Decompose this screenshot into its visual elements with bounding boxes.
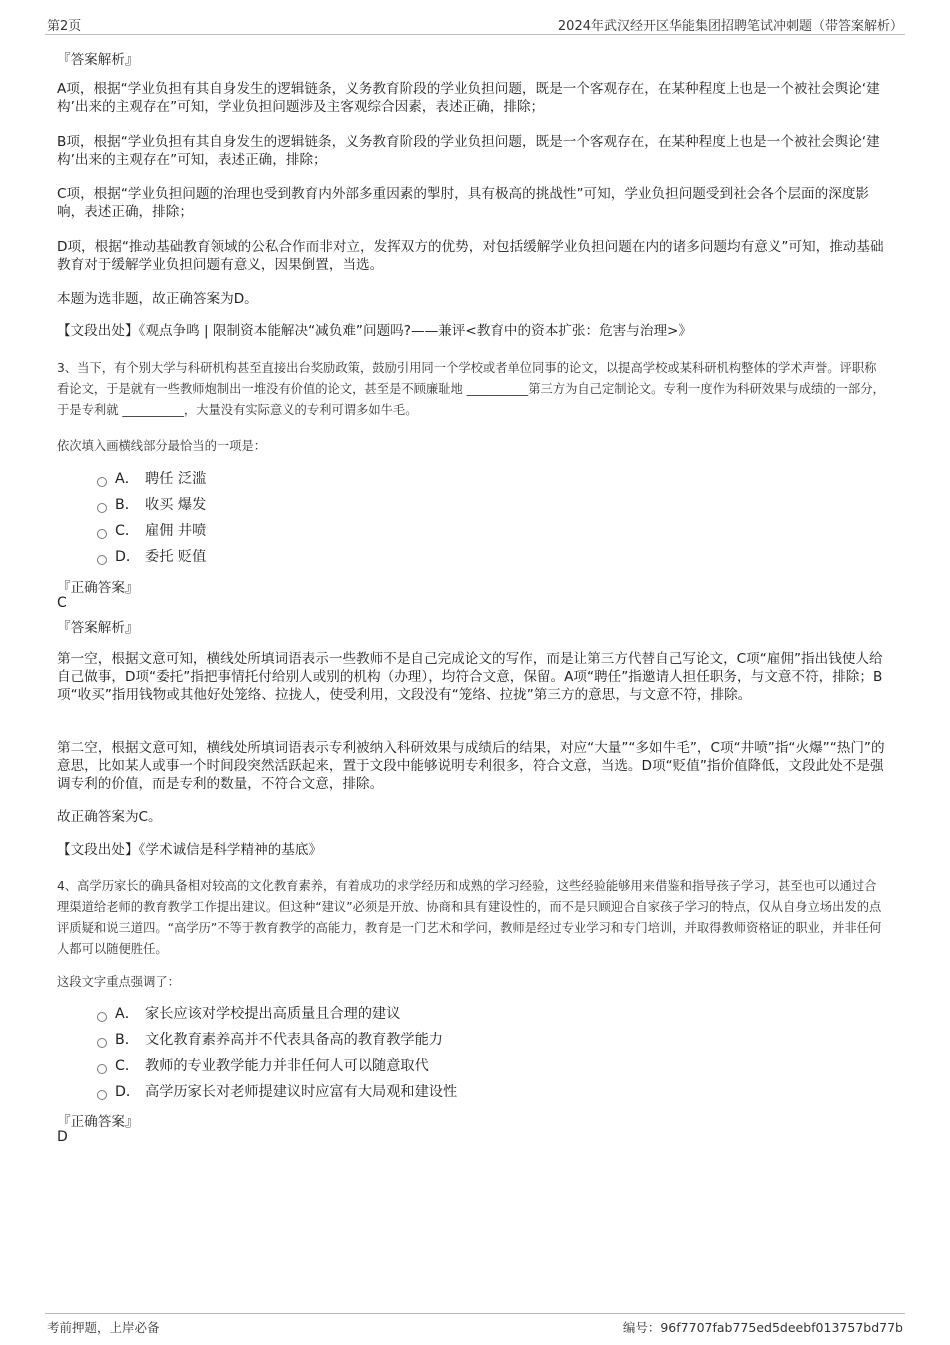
- option-letter: C．: [115, 523, 140, 539]
- analysis-paragraph-b: B项，根据“学业负担有其自身发生的逻辑链条，义务教育阶段的学业负担问题，既是一个客观存在，在某种程度上也是一个被社会舆论‘建构’出来的主观存在”可知，表述正确，排除；: [57, 134, 880, 168]
- question-4-stem: 4、高学历家长的确具备相对较高的文化教育素养，有着成功的求学经历和成熟的学习经验，这些经验能够用来借鉴和指导孩子学习，甚至也可以通过合理渠道给老师的教育教学工作提出建议。但这种“建议”必须是开放、协商和具有建设性的，而不是只顾迎合自家孩子学习的特点，仅从自身立场出发的点评质疑和说三道四。“高学历”不等于教育教学的高能力，教育是一门艺术和学问，教师是经过专业学习和专门培训，并取得教师资格证的职业，并非任何人都可以随便胜任。: [57, 879, 882, 956]
- question-4-prompt: 这段文字重点强调了：: [57, 975, 180, 989]
- document-title: 2024年武汉经开区华能集团招聘笔试冲刺题（带答案解析）: [557, 19, 903, 34]
- question-4-option-b[interactable]: [97, 1030, 443, 1050]
- page-header: [45, 14, 905, 35]
- correct-answer: D: [57, 1129, 68, 1145]
- option-letter: D．: [115, 1084, 141, 1100]
- radio-icon[interactable]: [97, 1090, 107, 1100]
- correct-answer-label: 『正确答案』: [57, 1114, 139, 1130]
- radio-icon[interactable]: [97, 555, 107, 565]
- option-text: 雇佣 井喷: [145, 523, 207, 539]
- option-text: 收买 爆发: [145, 497, 207, 513]
- radio-icon[interactable]: [97, 1012, 107, 1022]
- page-number: 第2页: [47, 19, 82, 34]
- footer-slogan: 考前押题，上岸必备: [47, 1320, 160, 1335]
- correct-answer-label: 『正确答案』: [57, 580, 139, 596]
- source-citation: 【文段出处】《观点争鸣 | 限制资本能解决“减负难”问题吗?——兼评<教育中的资本扩张：危害与治理>》: [57, 323, 693, 339]
- analysis-paragraph-a: A项，根据“学业负担有其自身发生的逻辑链条，义务教育阶段的学业负担问题，既是一个客观存在，在某种程度上也是一个被社会舆论‘建构’出来的主观存在”可知，学业负担问题涉及主客观综合因素，表述正确，排除；: [57, 81, 880, 115]
- option-text: 文化教育素养高并不代表具备高的教育教学能力: [145, 1032, 443, 1048]
- question-4-option-d[interactable]: [97, 1082, 457, 1102]
- analysis-paragraph-1: 第一空，根据文意可知，横线处所填词语表示一些教师不是自己完成论文的写作，而是让第三方代替自己写论文，C项“雇佣”指出钱使人给自己做事，D项“委托”指把事情托付给别人或别的机构（办理），均符合文意，保留。A项“聘任”指邀请人担任职务，与文意不符，排除；B项“收买”指用钱物或其他好处笼络、拉拢人，使受利用，文段没有“笼络、拉拢”第三方的意思，与文意不符，排除。: [57, 651, 883, 703]
- option-letter: C．: [115, 1058, 140, 1074]
- analysis-paragraph-d: D项，根据“推动基础教育领域的公私合作而非对立，发挥双方的优势，对包括缓解学业负担问题在内的诸多问题均有意义”可知，推动基础教育对于缓解学业负担问题有意义，因果倒置，当选。: [57, 239, 884, 273]
- radio-icon[interactable]: [97, 1038, 107, 1048]
- question-3-option-b[interactable]: [97, 495, 206, 515]
- question-3-stem: 3、当下，有个别大学与科研机构甚至直接出台奖励政策，鼓励引用同一个学校或者单位同事的论文，以提高学校或某科研机构整体的学术声誉。评职称看论文，于是就有一些教师炮制出一堆没有价值的论文，甚至是不顾廉耻地 __________第三方为自己定制论文。专利一度作为科研效果与成绩的一部分，于是专利就 __________，大量没有实际意义的专利可谓多如牛毛。: [57, 361, 885, 417]
- radio-icon[interactable]: [97, 503, 107, 513]
- question-3-option-a[interactable]: [97, 469, 206, 489]
- document-id: 编号：96f7707fab775ed5deebf013757bd77b: [622, 1320, 903, 1335]
- option-letter: D．: [115, 549, 141, 565]
- analysis-conclusion: 本题为选非题，故正确答案为D。: [57, 291, 258, 307]
- correct-answer: C: [57, 595, 67, 611]
- radio-icon[interactable]: [97, 477, 107, 487]
- question-4-option-c[interactable]: [97, 1056, 429, 1076]
- analysis-conclusion: 故正确答案为C。: [57, 809, 162, 825]
- radio-icon[interactable]: [97, 529, 107, 539]
- question-4-option-a[interactable]: [97, 1004, 400, 1024]
- option-letter: A．: [115, 471, 139, 487]
- option-letter: B．: [115, 497, 139, 513]
- analysis-label: 『答案解析』: [57, 620, 139, 636]
- question-3-option-c[interactable]: [97, 521, 206, 541]
- option-text: 委托 贬值: [145, 549, 207, 565]
- option-text: 聘任 泛滥: [145, 471, 207, 487]
- page-footer: [45, 1313, 905, 1337]
- question-3-prompt: 依次填入画横线部分最恰当的一项是：: [57, 439, 267, 453]
- analysis-paragraph-2: 第二空，根据文意可知，横线处所填词语表示专利被纳入科研效果与成绩后的结果，对应“大量”“多如牛毛”，C项“井喷”指“火爆”“热门”的意思，比如某人或事一个时间段突然活跃起来，置于文段中能够说明专利很多，符合文意，当选。D项“贬值”指价值降低，文段此处不是强调专利的价值，而是专利的数量，不符合文意，排除。: [57, 740, 885, 792]
- analysis-label: 『答案解析』: [57, 52, 139, 68]
- option-text: 教师的专业教学能力并非任何人可以随意取代: [145, 1058, 429, 1074]
- analysis-paragraph-c: C项，根据“学业负担问题的治理也受到教育内外部多重因素的掣肘，具有极高的挑战性”可知，学业负担问题受到社会各个层面的深度影响，表述正确，排除；: [57, 186, 870, 220]
- radio-icon[interactable]: [97, 1064, 107, 1074]
- option-text: 高学历家长对老师提建议时应富有大局观和建设性: [145, 1084, 458, 1100]
- option-letter: A．: [115, 1006, 139, 1022]
- option-letter: B．: [115, 1032, 139, 1048]
- source-citation: 【文段出处】《学术诚信是科学精神的基底》: [57, 842, 323, 858]
- question-3-option-d[interactable]: [97, 547, 206, 567]
- option-text: 家长应该对学校提出高质量且合理的建议: [145, 1006, 401, 1022]
